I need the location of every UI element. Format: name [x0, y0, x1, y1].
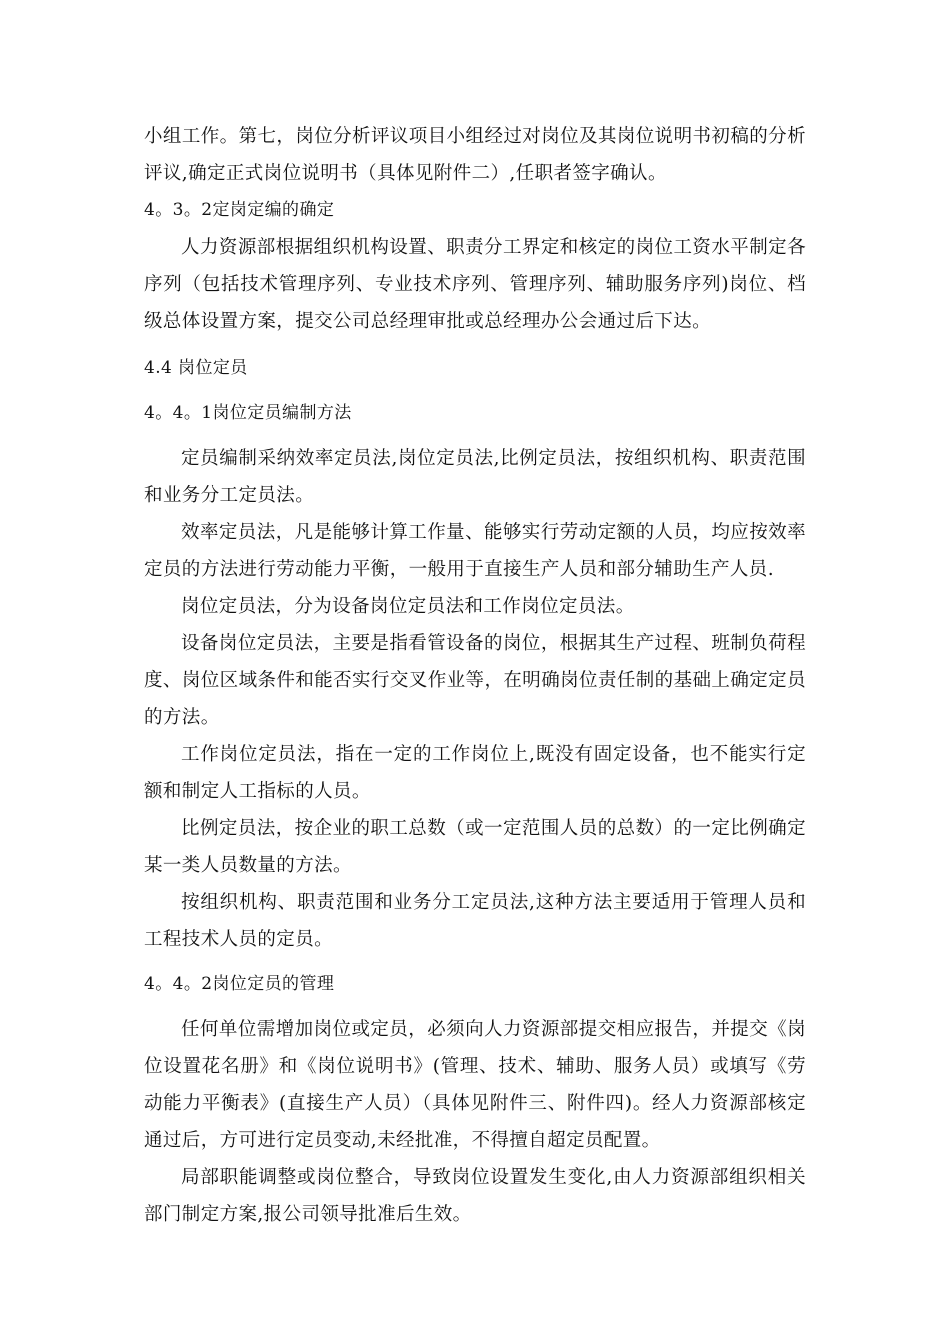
section-heading-4-4: 4.4 岗位定员 [144, 358, 248, 378]
paragraph-work-post-method: 工作岗位定员法，指在一定的工作岗位上,既没有固定设备，也不能实行定额和制定人工指标的人员。 [144, 744, 806, 802]
paragraph-methods-overview: 定员编制采纳效率定员法,岗位定员法,比例定员法，按组织机构、职责范围和业务分工定员法。 [144, 448, 806, 506]
paragraph-staffing-request: 任何单位需增加岗位或定员，必须向人力资源部提交相应报告，并提交《岗位设置花名册》和《岗位说明书》(管理、技术、辅助、服务人员）或填写《劳动能力平衡表》(直接生产人员）（具体见附件三、附件四)。经人力资源部核定通过后，方可进行定员变动,未经批准，不得擅自超定员配置。 [144, 1019, 806, 1151]
paragraph-equipment-post-method: 设备岗位定员法，主要是指看管设备的岗位，根据其生产过程、班制负荷程度、岗位区域条件和能否实行交叉作业等，在明确岗位责任制的基础上确定定员的方法。 [144, 633, 806, 728]
section-heading-4-3-2: 4。3。2定岗定编的确定 [144, 200, 335, 220]
section-heading-4-4-2: 4。4。2岗位定员的管理 [144, 974, 335, 994]
paragraph-post-method: 岗位定员法，分为设备岗位定员法和工作岗位定员法。 [181, 596, 635, 617]
section-heading-4-4-1: 4。4。1岗位定员编制方法 [144, 403, 352, 423]
paragraph-continuation: 小组工作。第七，岗位分析评议项目小组经过对岗位及其岗位说明书初稿的分析评议,确定正式岗位说明书（具体见附件二）,任职者签字确认。 [144, 126, 806, 184]
paragraph-organization-method: 按组织机构、职责范围和业务分工定员法,这种方法主要适用于管理人员和工程技术人员的定员。 [144, 892, 806, 950]
paragraph-staffing-plan: 人力资源部根据组织机构设置、职责分工界定和核定的岗位工资水平制定各序列（包括技术管理序列、专业技术序列、管理序列、辅助服务序列)岗位、档级总体设置方案，提交公司总经理审批或总经理办公会通过后下达。 [144, 237, 806, 332]
paragraph-adjustment: 局部职能调整或岗位整合，导致岗位设置发生变化,由人力资源部组织相关部门制定方案,报公司领导批准后生效。 [144, 1167, 806, 1225]
paragraph-efficiency-method: 效率定员法，凡是能够计算工作量、能够实行劳动定额的人员，均应按效率定员的方法进行劳动能力平衡，一般用于直接生产人员和部分辅助生产人员. [144, 522, 806, 580]
paragraph-ratio-method: 比例定员法，按企业的职工总数（或一定范围人员的总数）的一定比例确定某一类人员数量的方法。 [144, 818, 806, 876]
document-body [144, 118, 806, 1233]
